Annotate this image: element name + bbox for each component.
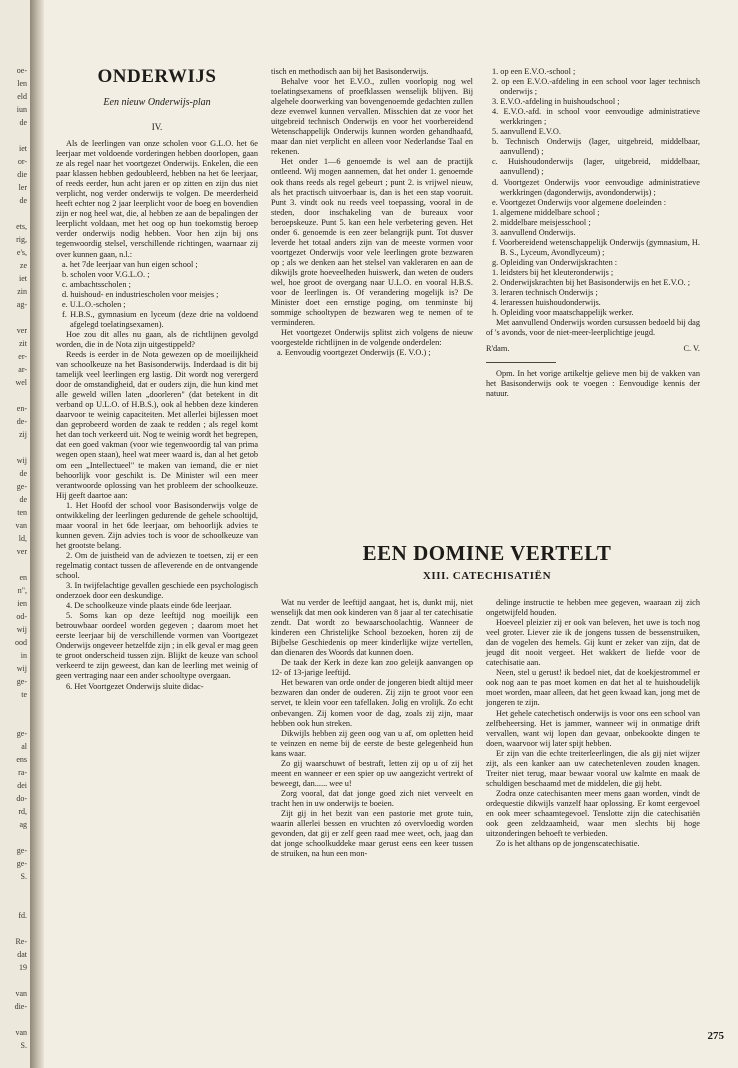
article2-column-1: [271, 598, 473, 859]
article1-column-1: [56, 139, 258, 692]
previous-page-fragment: die-: [14, 1002, 27, 1011]
paragraph: Het gehele catechetisch onderwijs is voor ons een school van zelfbeheersing. Het is jammer, wanneer wij in onmatige drift vervallen, want wij lopen dan gevaar, onbekookte dingen te doen, waarvoor wij later spijt hebben.: [486, 708, 700, 748]
previous-page-fragment: n",: [17, 586, 27, 595]
division-list: [271, 348, 473, 358]
previous-page-fragment: ge-: [16, 859, 27, 868]
list-item: b. Technisch Onderwijs (lager, uitgebreid, middelbaar, aanvullend) ;: [492, 137, 700, 157]
previous-page-fragment: ien: [17, 599, 27, 608]
list-item: a. het 7de leerjaar van hun eigen school ;: [62, 259, 198, 269]
school-list: [56, 260, 258, 330]
article-subtitle: Een nieuw Onderwijs-plan: [103, 97, 211, 108]
previous-page-fragment: en-: [16, 404, 27, 413]
paragraph: Als de leerlingen van onze scholen voor G.L.O. het 6e leerjaar met voldoende vorderingen hebben doorlopen, gaan ze als regel naar het voortgezet Onderwijs. Enkelen, die een paar klassen hebben gedoubleerd, hebben na het 6e leerjaar, of reeds eerder, hun acht jaren er op zitten en zijn dus niet verplicht, nog verder onderwijs te volgen. De meerderheid heeft echter nog 2 jaar leerplicht voor de boeg en bovendien zijn er nog heel wat, die, al hebben ze aan de bepalingen der leerplicht voldaan, met het oog op hun toekomstig beroep verder onderwijs nodig hebben. Voor hen zijn bij ons tegenwoordig stelsel, verschillende richtingen, waarnaar zij over kunnen gaan, n.l.:: [56, 139, 258, 259]
previous-page-fragment: zit: [19, 339, 27, 348]
list-item: a. Eenvoudig voortgezet Onderwijs (E. V.O.) ;: [277, 348, 431, 358]
list-item: 2. middelbare meisjesschool ;: [492, 217, 591, 227]
paragraph: Hoe zou dit alles nu gaan, als de richtlijnen gevolgd worden, die in de Nota zijn uitgestippeld?: [56, 329, 258, 349]
previous-page-fragment: S.: [20, 1041, 27, 1050]
previous-page-fragment: iet: [19, 144, 27, 153]
previous-page-fragment: de-: [16, 417, 27, 426]
list-item: 3. leraren technisch Onderwijs ;: [492, 288, 598, 298]
list-item: 4. leraressen huishoudonderwijs.: [492, 298, 601, 308]
list-item: 4. E.V.O.-afd. in school voor eenvoudige administratieve werkkringen ;: [492, 107, 700, 127]
previous-page-fragment: do-: [16, 794, 27, 803]
paragraph: Zo gij waarschuwt of bestraft, letten zij op u of zij het meent en wanneer er een spier op uw aangezicht vertrekt of beweegt, dan...... wee u!: [271, 758, 473, 788]
paragraph: Het bewaren van orde onder de jongeren biedt altijd meer bezwaren dan onder de ouderen. Zij zijn te groot voor een servet, te klein voor een tafellaken. Jolig en vrolijk. Zo echt onbevangen. Zij komen voor de dag, zoals zij zijn, maar hebben ook hun streken.: [271, 678, 473, 728]
previous-page-fragment: ar-: [18, 365, 27, 374]
paragraph: Er zijn van die echte treiterleerlingen, die als gij niet wijzer zijt, als een kanker aan uw catechetenleven zouden knagen. Treiter niet terug, maar bewaar vooral uw kalmte en maak de schuldigen beschaamd met de middelen, die gij hebt.: [486, 748, 700, 788]
paragraph: 6. Het Voortgezet Onderwijs sluite didac-: [66, 681, 204, 691]
previous-page-fragment: wij: [16, 664, 27, 673]
previous-page-fragment: eld: [17, 92, 27, 101]
list-item: 5. aanvullend E.V.O.: [492, 127, 561, 137]
paragraph: Reeds is eerder in de Nota gewezen op de moeilijkheid van schoolkeuze na het Basisonderwijs. Inderdaad is dit bij tamelijk veel leerlingen erg lastig. Dit wordt nog verergerd door de omstandigheid, dat er ouders zijn, die hun kind met alle geweld willen laten „doorleren" (dat betekent in dit verband op U.L.O. of H.B.S.), ook al hebben deze kinderen daarvoor te weinig capaciteiten. Met allerlei bijlessen moet dan geprobeerd worden de zaak te redden ; als regel komt het dan toch verkeerd uit. Nog te weinig wordt het begrepen, dat een goed vakman (voor wie tegenwoordig tal van prima wegen open staan), heel wat meer waard is, dan al het getob om een „Intellectueel" te maken van iemand, die er niet behoorlijk voor geschikt is. De Minister wil een meer verantwoorde oplossing van het probleem der schoolkeuze. Hij geeft daartoe aan:: [56, 349, 258, 500]
previous-page-fragment: 19: [19, 963, 27, 972]
list-item: 2. op een E.V.O.-afdeling in een school voor lager technisch onderwijs ;: [492, 77, 700, 97]
previous-page-fragment: de: [19, 196, 27, 205]
paragraph: Wat nu verder de leeftijd aangaat, het is, dunkt mij, niet wenselijk dat men ook kinderen van 8 jaar al ter catechisatie zendt. Dat wordt zo bewaarschoolachtig. Wanneer de kinderen een Christelijke School bezoeken, horen zij de Bijbelse Geschiedenis op meer kinderlijke wijze vertellen, dan dienaren des Woords dat kunnen doen.: [271, 598, 473, 658]
previous-page-fragment: dei: [17, 781, 27, 790]
signature-line: [486, 344, 700, 354]
previous-page-fragment: de: [19, 118, 27, 127]
list-item: 3. E.V.O.-afdeling in huishoudschool ;: [492, 97, 620, 107]
list-item: f. H.B.S., gymnasium en lyceum (deze drie na voldoend afgelegd toelatingsexamen).: [62, 309, 258, 329]
article2-column-2: [486, 598, 700, 849]
paragraph: tisch en methodisch aan bij het Basisonderwijs.: [271, 67, 429, 76]
place: R'dam.: [486, 344, 510, 354]
previous-page-fragment: ens: [16, 755, 27, 764]
previous-page-fragment: wij: [16, 456, 27, 465]
previous-page-fragment: iet: [19, 274, 27, 283]
section-title: ONDERWIJS: [97, 66, 217, 87]
previous-page-fragment: ag: [19, 820, 27, 829]
previous-page-fragment: van: [15, 1028, 27, 1037]
book-gutter: [30, 0, 44, 1068]
previous-page-fragment: fd.: [18, 911, 27, 920]
paragraph: Zo is het althans op de jongenscatechisatie.: [496, 839, 640, 849]
paragraph: Behalve voor het E.V.O., zullen voorlopig nog wel toelatingsexamens of proefklassen wenselijk blijven. Bij algehele doorwerking van bovengenoemde gedachten zullen deze evenwel kunnen vervallen. Misschien dat ze voor het uitgebreid technisch Onderwijs en voor het voorbereidend Wetenschappelijk Onderwijs kunnen worden gehandhaafd, maar dan niet verplicht en alleen voor Nederlandse Taal en rekenen.: [271, 77, 473, 157]
division-list-continued: [486, 67, 700, 318]
paragraph: 1. Het Hoofd der school voor Basisonderwijs volge de ontwikkeling der leerlingen gedurende de gehele schooltijd, maar vooral in het 6de leerjaar, om behoorlijk advies te kunnen geven. Zijn advies toch is voor de schoolkeuze van het grootste belang.: [56, 500, 258, 550]
previous-page-fragment: dat: [17, 950, 27, 959]
previous-page-fragment: rd,: [18, 807, 27, 816]
article1-column-2: [271, 67, 473, 358]
paragraph: Zijt gij in het bezit van een pastorie met grote tuin, waarin allerlei bessen en vruchten zó overvloedig worden gevonden, dat gij er zelf geen raad mee weet, och, jaag dan dat jonge schoolkuddeke maar gerust eens een keer tussen de struiken, na hun een mon-: [271, 808, 473, 859]
previous-page-fragment: ten: [17, 508, 27, 517]
previous-page-fragment: zin: [17, 287, 27, 296]
previous-page-fragment: ge-: [16, 482, 27, 491]
part-number: IV.: [151, 122, 163, 132]
paragraph: delinge instructie te hebben mee gegeven, waaraan zij zich ongetwijfeld houden.: [486, 598, 700, 618]
previous-page-fragment: ver: [16, 326, 27, 335]
previous-page-fragment: wel: [15, 378, 27, 387]
previous-page-fragment: ge-: [16, 729, 27, 738]
previous-page-fragment: od-: [16, 612, 27, 621]
list-item: 2. Onderwijskrachten bij het Basisonderwijs en het E.V.O. ;: [492, 277, 691, 287]
previous-page-fragment: de: [19, 495, 27, 504]
paragraph: 5. Soms kan op deze leeftijd nog moeilijk een betrouwbaar oordeel worden gegeven ; daarom moet het eerste leerjaar bij de verschillende vormen van Voortgezet Onderwijs ongeveer hetzelfde zijn ; in elk geval er mag geen te groot onderscheid tussen zijn. Blijkt de keuze van school verkeerd te zijn geweest, dan kan de leerling met weinig of geen vertraging naar een ander schooltype overgaan.: [56, 611, 258, 681]
list-item: h. Opleiding voor maatschappelijk werker.: [492, 308, 634, 318]
paragraph: Hoeveel pleizier zij er ook van beleven, het uwe is toch nog veel groter. Liever zie ik de jongens tussen de bessenstruiken, dan de vogelen des hemels. Gij kunt er zeker van zijn, dat de jeugd dit nooit vergeet. Het wakkert de liefde voor de catechisatie aan.: [486, 618, 700, 668]
previous-page-fragment: al: [21, 742, 27, 751]
list-item: e. Voortgezet Onderwijs voor algemene doeleinden :: [492, 197, 667, 207]
previous-page-fragment: van: [15, 989, 27, 998]
previous-page-edge: [0, 0, 31, 1068]
article2-title: EEN DOMINE VERTELT: [362, 541, 612, 565]
previous-page-fragment: e's,: [16, 248, 27, 257]
editor-note: Opm. In het vorige artikeltje gelieve men bij de vakken van het Basisonderwijs ook te voegen : Eenvoudige kennis der natuur.: [486, 369, 700, 399]
previous-page-fragment: iun: [16, 105, 27, 114]
paragraph: 3. In twijfelachtige gevallen geschiede een psychologisch onderzoek door een deskundige.: [56, 581, 258, 601]
list-item: c. Huishoudonderwijs (lager, uitgebreid, middelbaar, aanvullend) ;: [492, 157, 700, 177]
list-item: g. Opleiding van Onderwijskrachten :: [492, 257, 618, 267]
list-item: e. U.L.O.-scholen ;: [62, 299, 126, 309]
paragraph: Met aanvullend Onderwijs worden cursussen bedoeld bij dag of 's avonds, voor de niet-meer-leerplichtige jeugd.: [486, 318, 700, 338]
list-item: c. ambachtsscholen ;: [62, 279, 131, 289]
previous-page-fragment: rig,: [16, 235, 27, 244]
article1-column-3: [486, 67, 700, 399]
paragraph: De taak der Kerk in deze kan zoo geleijk aanvangen op 12- of 13-jarige leeftijd.: [271, 658, 473, 678]
paragraph: Dikwijls hebben zij geen oog van u af, om opletten heid te veinzen en neme bij de eerste de beste gelegenheid hun kans waar.: [271, 728, 473, 758]
previous-page-fragment: ze: [19, 261, 27, 270]
previous-page-fragment: oe-: [16, 66, 27, 75]
paragraph: Zodra onze catechisanten meer mens gaan worden, vindt de ordequestie dikwijls vanzelf haar oplossing. Er komt eergevoel en ook meer schaamtegevoel. Tenslotte zijn die catechisatiën ook geen zeldzaamheid, waar men slechts bij hoge uitzonderingen behoeft te verbieden.: [486, 788, 700, 839]
author-initials: C. V.: [683, 344, 700, 354]
article2-subtitle: XIII. CATECHISATIËN: [422, 570, 552, 582]
previous-page-fragment: ag-: [16, 300, 27, 309]
previous-page-fragment: ra-: [18, 768, 27, 777]
previous-page-fragment: er-: [18, 352, 27, 361]
page-number: 275: [707, 1030, 724, 1042]
list-item: 3. aanvullend Onderwijs.: [492, 227, 576, 237]
previous-page-fragment: ge-: [16, 846, 27, 855]
previous-page-fragment: or-: [17, 157, 27, 166]
previous-page-fragment: de: [19, 469, 27, 478]
previous-page-fragment: in: [20, 651, 27, 660]
paragraph: 4. De schoolkeuze vinde plaats einde 6de leerjaar.: [66, 601, 232, 611]
previous-page-fragment: zij: [19, 430, 27, 439]
previous-page-fragment: ge-: [16, 677, 27, 686]
paragraph: Neen, stel u gerust! ik bedoel niet, dat de koekjestrommel er ook nog aan te pas moet komen en dat het al te huishoudelijk moet worden, maar alleen, dat het geen kwaad kan, jong met de jongeren te zijn.: [486, 668, 700, 708]
previous-page-fragment: ler: [18, 183, 27, 192]
paragraph: Zorg vooral, dat dat jonge goed zich niet verveelt en tracht hen in uw onderwijs te boeien.: [271, 788, 473, 808]
list-item: d. Voortgezet Onderwijs voor eenvoudige administratieve werkkringen (dagonderwijs, avondonderwijs) ;: [492, 177, 700, 197]
previous-page-fragment: len: [17, 79, 27, 88]
previous-page-fragment: ets,: [16, 222, 27, 231]
previous-page-fragment: te: [21, 690, 27, 699]
list-item: 1. op een E.V.O.-school ;: [492, 67, 576, 76]
list-item: b. scholen voor V.G.L.O. ;: [62, 269, 150, 279]
previous-page-fragment: ood: [15, 638, 27, 647]
previous-page-fragment: ver: [16, 547, 27, 556]
paragraph: 2. Om de juistheid van de adviezen te toetsen, zij er een regelmatig contact tussen de afleverende en de ontvangende school.: [56, 550, 258, 581]
list-item: f. Voorbereidend wetenschappelijk Onderwijs (gymnasium, H. B. S., Lyceum, Avondlyceum) ;: [492, 237, 700, 257]
list-item: 1. leidsters bij het kleuteronderwijs ;: [492, 267, 614, 277]
magazine-page: [44, 0, 738, 1068]
divider: [486, 362, 556, 363]
previous-page-fragment: wij: [16, 625, 27, 634]
list-item: d. huishoud- en industriescholen voor meisjes ;: [62, 289, 219, 299]
paragraph: Het voortgezet Onderwijs splitst zich volgens de nieuw voorgestelde richtlijnen in de volgende onderdelen:: [271, 328, 473, 348]
list-item: 1. algemene middelbare school ;: [492, 207, 600, 217]
previous-page-fragment: die: [17, 170, 27, 179]
previous-page-fragment: ld,: [18, 534, 27, 543]
previous-page-fragment: S.: [20, 872, 27, 881]
previous-page-fragment: Re-: [15, 937, 27, 946]
previous-page-fragment: van: [15, 521, 27, 530]
previous-page-fragment: en: [19, 573, 27, 582]
paragraph: Het onder 1—6 genoemde is wel aan de practijk ontleend. Wij mogen aannemen, dat het onder 1. genoemde ook thans reeds als regel gebeurt ; punt 2. is vrijwel nieuw, als het practisch uitvoerbaar is, dan is het een stap vooruit. Punt 3. vindt ook nu reeds veel toepassing, vooral in de steden, door inschakeling van de bureaux voor beroepskeuze. Punt 5. kan een hele verbetering geven. Het onder 6. genoemde is een zeer belangrijk punt. Tot dusver leverde het totaal anders zijn van de meeste vormen voor voortgezet Onderwijs voor vele leerlingen grote bezwaren op ; als we denken aan het stelsel van vakleraren en aan de dikwijls grote hoeveelheden huiswerk, dan weten de ouders wel, hoe groot de overgang naar U.L.O. en vooral H.B.S. voor de leerlingen is. Of verandering mogelijk is? De Minister doet een ernstige poging, om tenminste bij sommige schooltypen de bezwaren weg te nemen of te verminderen.: [271, 157, 473, 328]
